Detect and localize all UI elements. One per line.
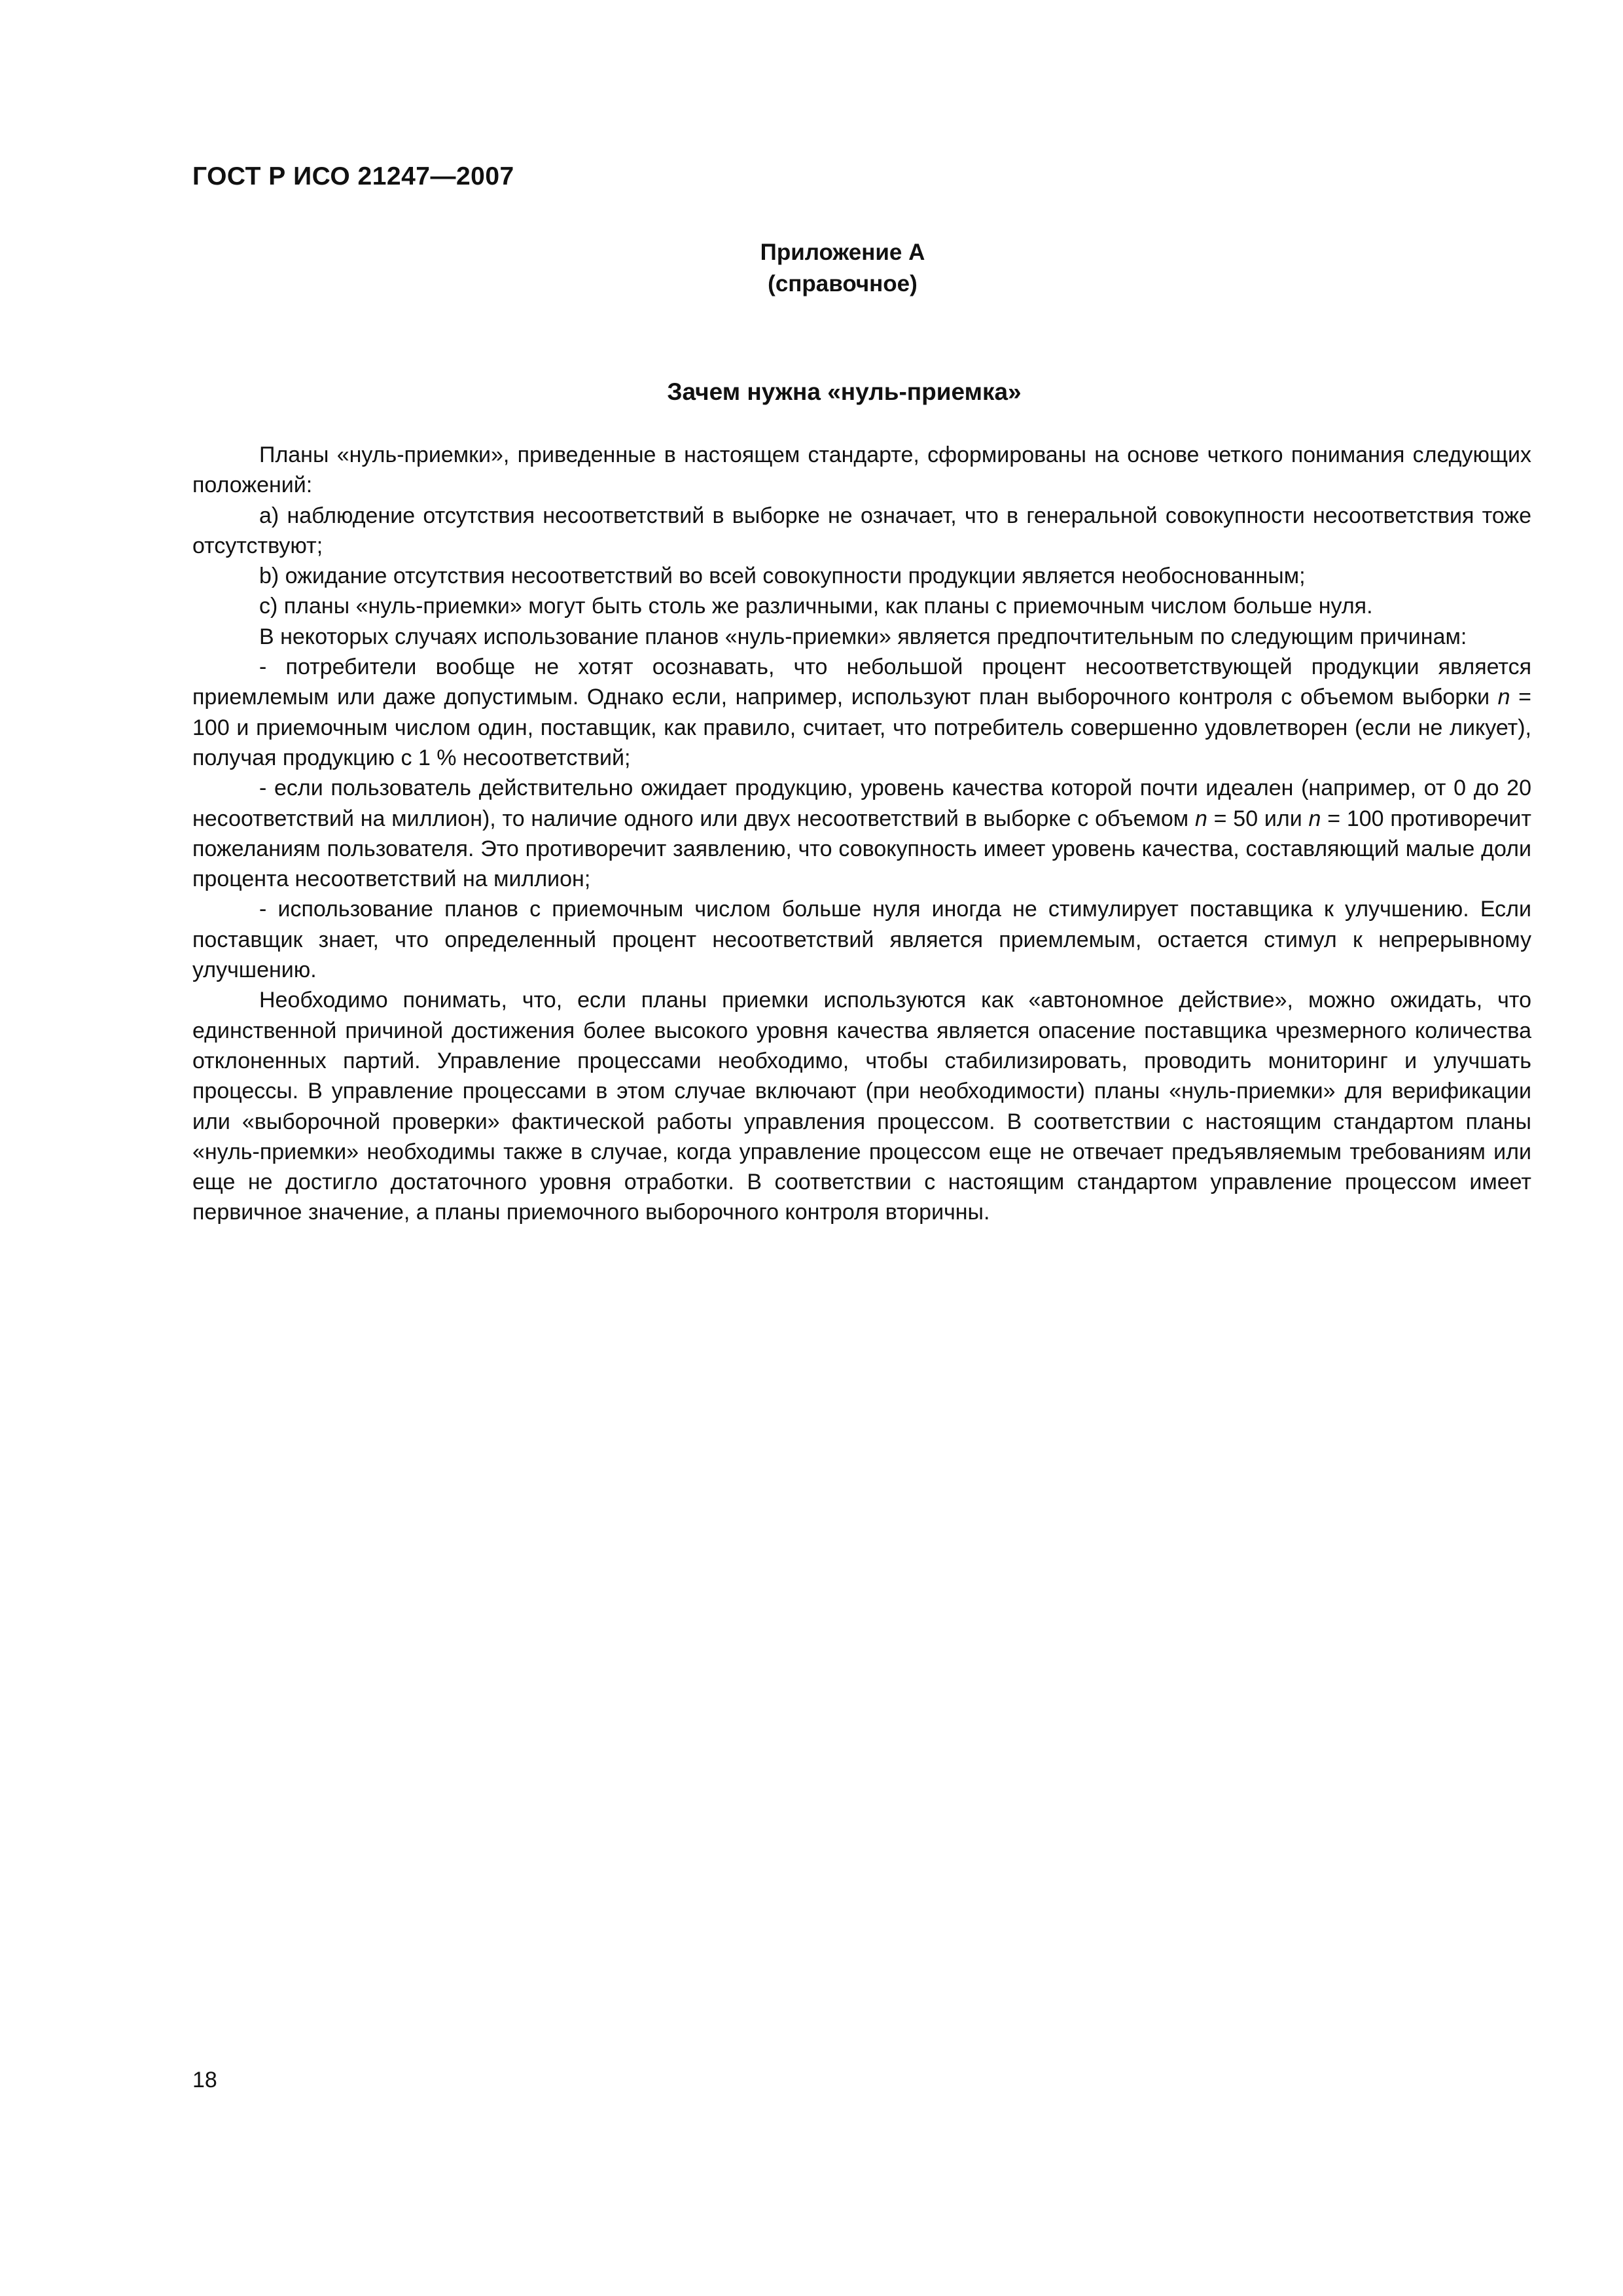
bullet-item: - использование планов с приемочным числом больше нуля иногда не стимулирует поставщика к улучшению. Если поставщик знает, что определенный процент несоответствий является приемлемым, остается стимул к непрерывному улучшению. xyxy=(192,897,1531,983)
annex-type: (справочное) xyxy=(768,271,918,296)
page-number: 18 xyxy=(192,2068,217,2092)
list-item-b: b) ожидание отсутствия несоответствий во всей совокупности продукции является необоснованным; xyxy=(259,564,1306,589)
list-item-c: c) планы «нуль-приемки» могут быть столь же различными, как планы с приемочным числом больше нуля. xyxy=(259,594,1373,619)
annex-title: Зачем нужна «нуль-приемка» xyxy=(667,378,1022,405)
paragraph: Необходимо понимать, что, если планы приемки используются как «автономное действие», можно ожидать, что единственной причиной достижения более высокого уровня качества является опасение поставщика чрезмерного количества отклоненных партий. Управление процессами необходимо, чтобы стабилизировать, проводить мониторинг и улучшать процессы. В управление процессами в этом случае включают (при необходимости) планы «нуль-приемки» для верификации или «выборочной проверки» фактической работы управления процессом. В соответствии с настоящим стандартом планы «нуль-приемки» необходимы также в случае, когда управление процессом еще не отвечает предъявляемым требованиям или еще не достигло достаточного уровня отработки. В соответствии с настоящим стандартом управление процессом имеет первичное значение, а планы приемочного выборочного контроля вторичны. xyxy=(192,988,1531,1225)
bullet-item: - потребители вообще не хотят осознавать, что небольшой процент несоответствующей продукции является приемлемым или даже допустимым. Однако если, например, используют план выборочного контроля с объемом выборки n = 100 и приемочным числом один, поставщик, как правило, считает, что потребитель совершенно удовлетворен (если не ликует), получая продукцию с 1 % несоответствий; xyxy=(192,655,1531,770)
annex-label: Приложение А xyxy=(760,240,925,265)
list-item-a: a) наблюдение отсутствия несоответствий в выборке не означает, что в генеральной совокупности несоответствия тоже отсутствуют; xyxy=(192,503,1531,558)
annex-heading xyxy=(0,237,1623,300)
bullet-item: - если пользователь действительно ожидает продукцию, уровень качества которой почти идеален (например, от 0 до 20 несоответствий на миллион), то наличие одного или двух несоответствий в выборке с объемом n = 50 или n = 100 противоречит пожеланиям пользователя. Это противоречит заявлению, что совокупность имеет уровень качества, составляющий малые доли процента несоответствий на миллион; xyxy=(192,776,1531,892)
paragraph: В некоторых случаях использование планов «нуль-приемки» является предпочтительным по следующим причинам: xyxy=(259,624,1467,649)
document-body xyxy=(192,440,1531,1228)
document-code-header: ГОСТ Р ИСО 21247—2007 xyxy=(192,162,514,190)
paragraph: Планы «нуль-приемки», приведенные в настоящем стандарте, сформированы на основе четкого понимания следующих положений: xyxy=(192,442,1531,498)
